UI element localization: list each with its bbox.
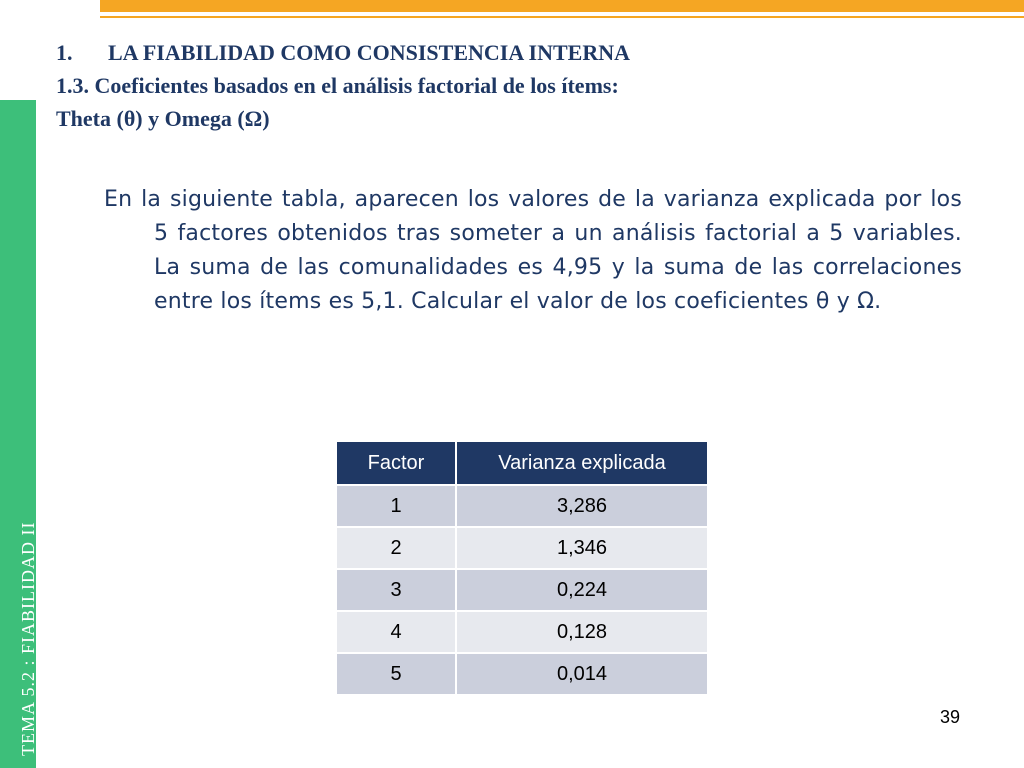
variance-table xyxy=(335,440,709,696)
factor-cell: 3 xyxy=(336,569,456,611)
heading-line-1 xyxy=(56,36,996,69)
table-row xyxy=(336,653,708,695)
factor-cell: 5 xyxy=(336,653,456,695)
variance-cell: 0,224 xyxy=(456,569,708,611)
variance-cell: 3,286 xyxy=(456,485,708,527)
heading-title: LA FIABILIDAD COMO CONSISTENCIA INTERNA xyxy=(108,40,630,65)
header-variance: Varianza explicada xyxy=(456,441,708,485)
table-header-row xyxy=(336,441,708,485)
table-row xyxy=(336,527,708,569)
slide-heading xyxy=(56,36,996,135)
side-label: TEMA 5.2 : FIABILIDAD II xyxy=(18,521,38,756)
heading-number: 1. xyxy=(56,40,73,65)
page-number: 39 xyxy=(940,707,961,727)
table-row xyxy=(336,485,708,527)
intro-paragraph: En la siguiente tabla, aparecen los valores de la varianza explicada por los 5 factores obtenidos tras someter a un análisis factorial a 5 variables. La suma de las comunalidades es 4,95 y la suma de las correlaciones entre los ítems es 5,1. Calcular el valor de los coeficientes θ y Ω. xyxy=(104,187,962,314)
table-row xyxy=(336,611,708,653)
heading-line-3: Theta (θ) y Omega (Ω) xyxy=(56,106,270,131)
top-accent-line xyxy=(100,16,1024,18)
heading-line-2: 1.3. Coeficientes basados en el análisis factorial de los ítems: xyxy=(56,73,619,98)
factor-cell: 1 xyxy=(336,485,456,527)
top-accent-bar xyxy=(100,0,1024,12)
header-factor: Factor xyxy=(336,441,456,485)
table-row xyxy=(336,569,708,611)
variance-cell: 0,014 xyxy=(456,653,708,695)
factor-cell: 2 xyxy=(336,527,456,569)
variance-cell: 0,128 xyxy=(456,611,708,653)
variance-cell: 1,346 xyxy=(456,527,708,569)
factor-cell: 4 xyxy=(336,611,456,653)
